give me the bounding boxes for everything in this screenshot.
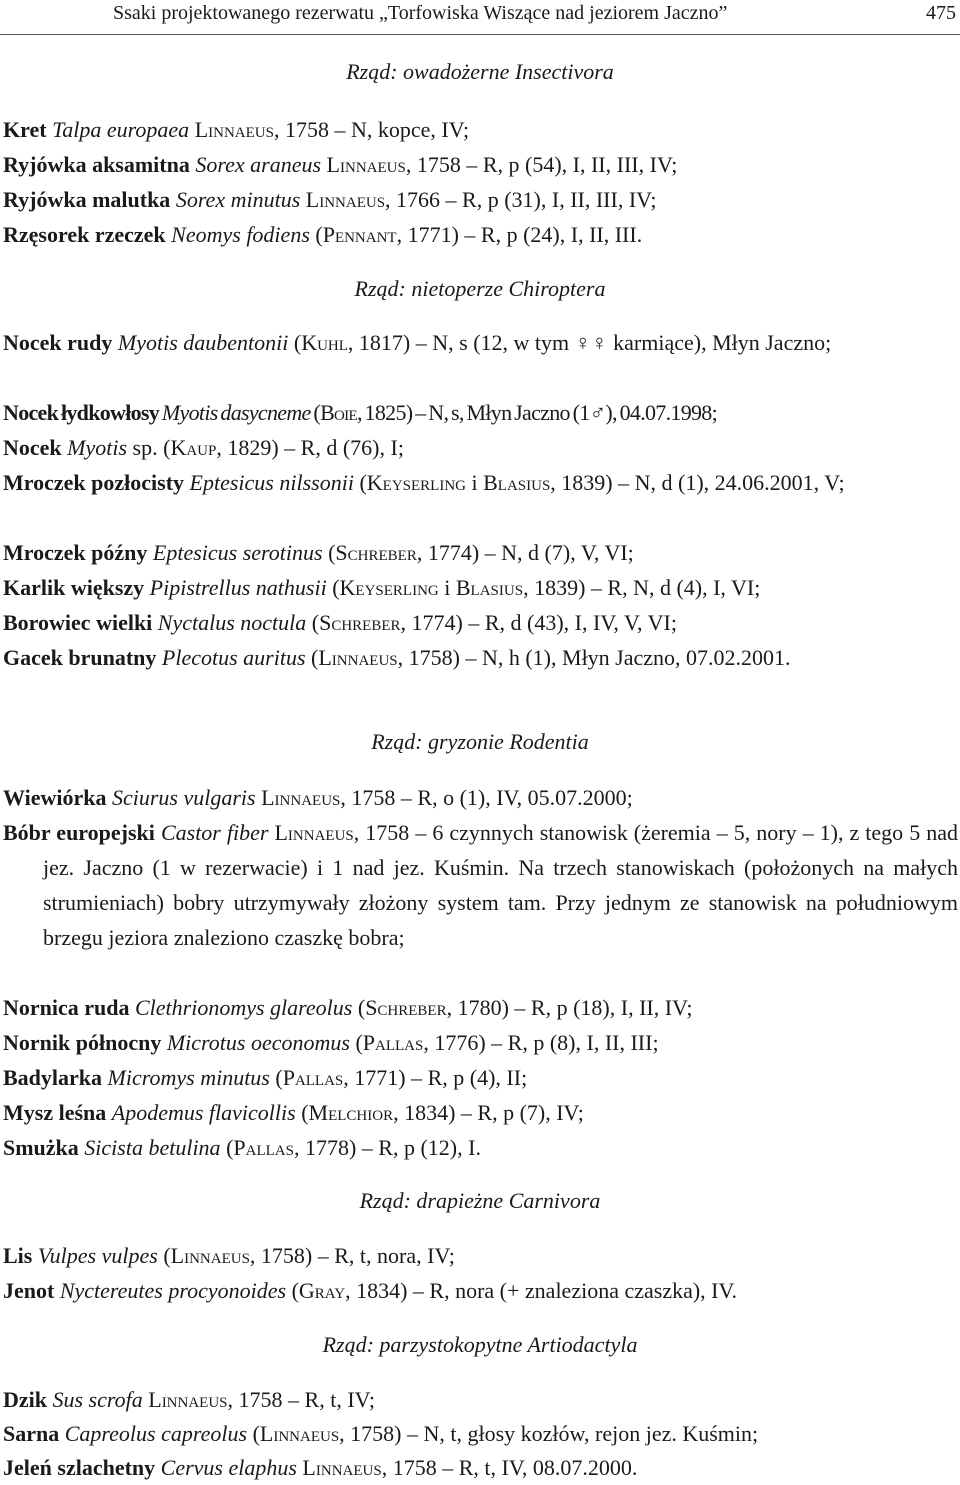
species-record: , 1758) – N, t, głosy kozłów, rejon jez. Kuśmin; xyxy=(339,1421,759,1446)
species-latin-name: Clethrionomys glareolus xyxy=(135,995,353,1020)
species-polish-name: Dzik xyxy=(3,1387,47,1412)
species-record: , 1839) – R, N, d (4), I, VI; xyxy=(523,575,761,600)
species-latin-name: Sicista betulina xyxy=(84,1135,221,1160)
species-latin-name: Eptesicus nilssonii xyxy=(189,470,354,495)
species-record: , 1817) – N, s (12, w tym ♀♀ karmiące), Młyn Jaczno; xyxy=(347,330,832,355)
species-latin-name: Myotis daubentonii xyxy=(117,330,289,355)
species-polish-name: Mroczek późny xyxy=(3,540,148,565)
species-latin-name: Eptesicus serotinus xyxy=(152,540,323,565)
species-polish-name: Nornica ruda xyxy=(3,995,130,1020)
species-author: Linnaeus xyxy=(259,1421,340,1446)
page-number: 475 xyxy=(926,2,956,24)
species-entry xyxy=(3,147,958,182)
species-latin-name: Nyctalus noctula xyxy=(157,610,307,635)
species-entry xyxy=(3,1382,958,1417)
species-author: Linnaeus xyxy=(148,1387,228,1412)
species-entry: Smużka Sicista betulina (Pallas, 1778) – R, p (12), I. xyxy=(3,1135,481,1160)
species-latin-name: Micromys minutus xyxy=(107,1065,270,1090)
species-author: Linnaeus xyxy=(302,1455,382,1480)
species-polish-name: Lis xyxy=(3,1243,33,1268)
species-entry: Nornica ruda Clethrionomys glareolus (Schreber, 1780) – R, p (18), I, II, IV; xyxy=(3,995,693,1020)
species-author: Keyserling xyxy=(366,470,466,495)
species-entry xyxy=(3,815,958,955)
species-author: Boie xyxy=(320,400,357,425)
species-latin-name: Sciurus vulgaris xyxy=(111,785,256,810)
species-latin-name: Myotis dasycneme xyxy=(161,400,311,425)
species-entry: Lis Vulpes vulpes (Linnaeus, 1758) – R, t, nora, IV; xyxy=(3,1243,455,1268)
species-entry xyxy=(3,182,958,217)
species-record: , 1758 – 6 czynnych stanowisk (żeremia – 5, nory – 1), z tego 5 nad jez. Jaczno (1 w rezerwacie) i 1 nad jez. Kuśmin. Na trzech stanowiskach (położonych na małych strumieniach) bobry utrzymywały złożony system tam. Przy jednym ze stanowisk na południowym brzegu jeziora znaleziono czaszkę bobra; xyxy=(43,820,958,950)
species-entry xyxy=(3,1450,958,1485)
species-entry xyxy=(3,780,958,815)
species-polish-name: Borowiec wielki xyxy=(3,610,153,635)
species-record: , 1771) – R, p (24), I, II, III. xyxy=(396,222,643,247)
species-author: Linnaeus xyxy=(305,187,386,212)
species-record: , 1771) – R, p (4), II; xyxy=(343,1065,528,1090)
species-author: Melchior xyxy=(308,1100,394,1125)
species-author: Blasius xyxy=(483,470,551,495)
species-polish-name: Mysz leśna xyxy=(3,1100,107,1125)
species-polish-name: Badylarka xyxy=(3,1065,103,1090)
section-heading: Rząd: gryzonie Rodentia xyxy=(371,729,589,754)
species-entry: Badylarka Micromys minutus (Pallas, 1771) – R, p (4), II; xyxy=(3,1065,528,1090)
running-head xyxy=(0,0,960,35)
species-author: Schreber xyxy=(319,610,401,635)
species-entry: Rzęsorek rzeczek Neomys fodiens (Pennant, 1771) – R, p (24), I, II, III. xyxy=(3,222,643,247)
species-entry: Mroczek pozłocisty Eptesicus nilssonii (Keyserling i Blasius, 1839) – N, d (1), 24.06.2001, V; xyxy=(3,470,845,495)
species-record: , 1758) – R, t, nora, IV; xyxy=(249,1243,455,1268)
species-polish-name: Rzęsorek rzeczek xyxy=(3,222,166,247)
species-record: , 1766 – R, p (31), I, II, III, IV; xyxy=(385,187,657,212)
species-latin-name: Talpa europaea xyxy=(52,117,190,142)
species-entry: Jenot Nyctereutes procyonoides (Gray, 1834) – R, nora (+ znaleziona czaszka), IV. xyxy=(3,1278,738,1303)
species-polish-name: Ryjówka aksamitna xyxy=(3,152,190,177)
species-author: Linnaeus xyxy=(170,1243,250,1268)
species-polish-name: Wiewiórka xyxy=(3,785,107,810)
species-record: , 1758 – R, t, IV; xyxy=(227,1387,376,1412)
species-latin-name: Apodemus flavicollis xyxy=(111,1100,296,1125)
species-record: , 1758) – N, h (1), Młyn Jaczno, 07.02.2001. xyxy=(397,645,791,670)
species-author: Pallas xyxy=(233,1135,294,1160)
species-author: Blasius xyxy=(455,575,524,600)
species-author: Schreber xyxy=(335,540,417,565)
species-record: , 1758 – R, p (54), I, II, III, IV; xyxy=(405,152,678,177)
species-record: , 1834) – R, p (7), IV; xyxy=(393,1100,584,1125)
species-record: , 1829) – R, d (76), I; xyxy=(216,435,404,460)
species-latin-name: Myotis xyxy=(67,435,128,460)
species-latin-name: Sorex araneus xyxy=(195,152,322,177)
species-record: , 1776) – R, p (8), I, II, III; xyxy=(423,1030,659,1055)
species-polish-name: Kret xyxy=(3,117,47,142)
species-author: Kuhl xyxy=(301,330,348,355)
species-polish-name: Nocek xyxy=(3,435,62,460)
species-author: Linnaeus xyxy=(326,152,406,177)
species-entry: Mroczek późny Eptesicus serotinus (Schreber, 1774) – N, d (7), V, VI; xyxy=(3,540,634,565)
species-author: Pallas xyxy=(362,1030,424,1055)
species-latin-name: Pipistrellus nathusii xyxy=(149,575,327,600)
species-latin-name: Castor fiber xyxy=(160,820,269,845)
species-entry: Nocek rudy Myotis daubentonii (Kuhl, 1817) – N, s (12, w tym ♀♀ karmiące), Młyn Jaczno; xyxy=(3,330,832,355)
species-record: , 1758 – R, o (1), IV, 05.07.2000; xyxy=(340,785,633,810)
species-record: , 1774) – N, d (7), V, VI; xyxy=(416,540,634,565)
species-entry: Borowiec wielki Nyctalus noctula (Schreber, 1774) – R, d (43), I, IV, V, VI; xyxy=(3,610,677,635)
species-polish-name: Sarna xyxy=(3,1421,60,1446)
species-latin-name: Plecotus auritus xyxy=(161,645,306,670)
species-author: Keyserling xyxy=(339,575,439,600)
species-latin-name: Cervus elaphus xyxy=(160,1455,297,1480)
species-entry: Nocek łydkowłosy Myotis dasycneme (Boie, 1825) – N, s, Młyn Jaczno (1♂), 04.07.1998; xyxy=(3,400,718,425)
species-author: Pallas xyxy=(282,1065,344,1090)
species-record: , 1758 – R, t, IV, 08.07.2000. xyxy=(381,1455,638,1480)
species-author: Pennant xyxy=(322,222,397,247)
species-record: , 1778) – R, p (12), I. xyxy=(293,1135,481,1160)
species-author: Schreber xyxy=(365,995,447,1020)
species-author: Linnaeus xyxy=(318,645,398,670)
species-author: Linnaeus xyxy=(274,820,354,845)
species-record: , 1839) – N, d (1), 24.06.2001, V; xyxy=(550,470,845,495)
species-entry: Karlik większy Pipistrellus nathusii (Keyserling i Blasius, 1839) – R, N, d (4), I, VI; xyxy=(3,575,761,600)
section-heading: Rząd: parzystokopytne Artiodactyla xyxy=(322,1332,638,1357)
species-polish-name: Smużka xyxy=(3,1135,79,1160)
species-record: , 1825) – N, s, Młyn Jaczno (1♂), 04.07.1998; xyxy=(356,400,718,425)
species-latin-name: Vulpes vulpes xyxy=(37,1243,158,1268)
running-title: Ssaki projektowanego rezerwatu „Torfowiska Wiszące nad jeziorem Jaczno” xyxy=(113,2,728,24)
species-record: , 1758 – N, kopce, IV; xyxy=(273,117,470,142)
species-latin-name: Capreolus capreolus xyxy=(64,1421,248,1446)
species-entry: Nornik północny Microtus oeconomus (Pallas, 1776) – R, p (8), I, II, III; xyxy=(3,1030,659,1055)
species-entry: Gacek brunatny Plecotus auritus (Linnaeus, 1758) – N, h (1), Młyn Jaczno, 07.02.2001. xyxy=(3,645,791,670)
species-polish-name: Mroczek pozłocisty xyxy=(3,470,185,495)
species-polish-name: Nocek łydkowłosy xyxy=(3,400,160,425)
species-latin-name: Neomys fodiens xyxy=(171,222,310,247)
species-entry xyxy=(3,112,958,147)
species-polish-name: Nocek rudy xyxy=(3,330,113,355)
species-polish-name: Karlik większy xyxy=(3,575,145,600)
section-heading: Rząd: drapieżne Carnivora xyxy=(359,1188,601,1213)
species-entry: Nocek Myotis sp. (Kaup, 1829) – R, d (76), I; xyxy=(3,435,404,460)
species-author: Linnaeus xyxy=(194,117,274,142)
species-latin-name: Sus scrofa xyxy=(52,1387,143,1412)
species-polish-name: Gacek brunatny xyxy=(3,645,157,670)
species-entry: Mysz leśna Apodemus flavicollis (Melchior, 1834) – R, p (7), IV; xyxy=(3,1100,584,1125)
species-entry: Sarna Capreolus capreolus (Linnaeus, 1758) – N, t, głosy kozłów, rejon jez. Kuśmin; xyxy=(3,1421,759,1446)
species-polish-name: Nornik północny xyxy=(3,1030,162,1055)
species-polish-name: Ryjówka malutka xyxy=(3,187,171,212)
species-latin-name: Microtus oeconomus xyxy=(166,1030,350,1055)
species-polish-name: Jeleń szlachetny xyxy=(3,1455,156,1480)
section-heading: Rząd: owadożerne Insectivora xyxy=(346,59,614,84)
species-polish-name: Bóbr europejski xyxy=(3,820,155,845)
species-record: , 1774) – R, d (43), I, IV, V, VI; xyxy=(400,610,677,635)
species-author: Kaup xyxy=(170,435,217,460)
species-latin-name: Sorex minutus xyxy=(175,187,301,212)
section-heading: Rząd: nietoperze Chiroptera xyxy=(354,276,606,301)
species-author: Gray xyxy=(298,1278,346,1303)
species-record: , 1780) – R, p (18), I, II, IV; xyxy=(446,995,693,1020)
species-record: , 1834) – R, nora (+ znaleziona czaszka), IV. xyxy=(345,1278,738,1303)
species-polish-name: Jenot xyxy=(3,1278,55,1303)
species-latin-name: Nyctereutes procyonoides xyxy=(59,1278,287,1303)
species-author: Linnaeus xyxy=(261,785,341,810)
